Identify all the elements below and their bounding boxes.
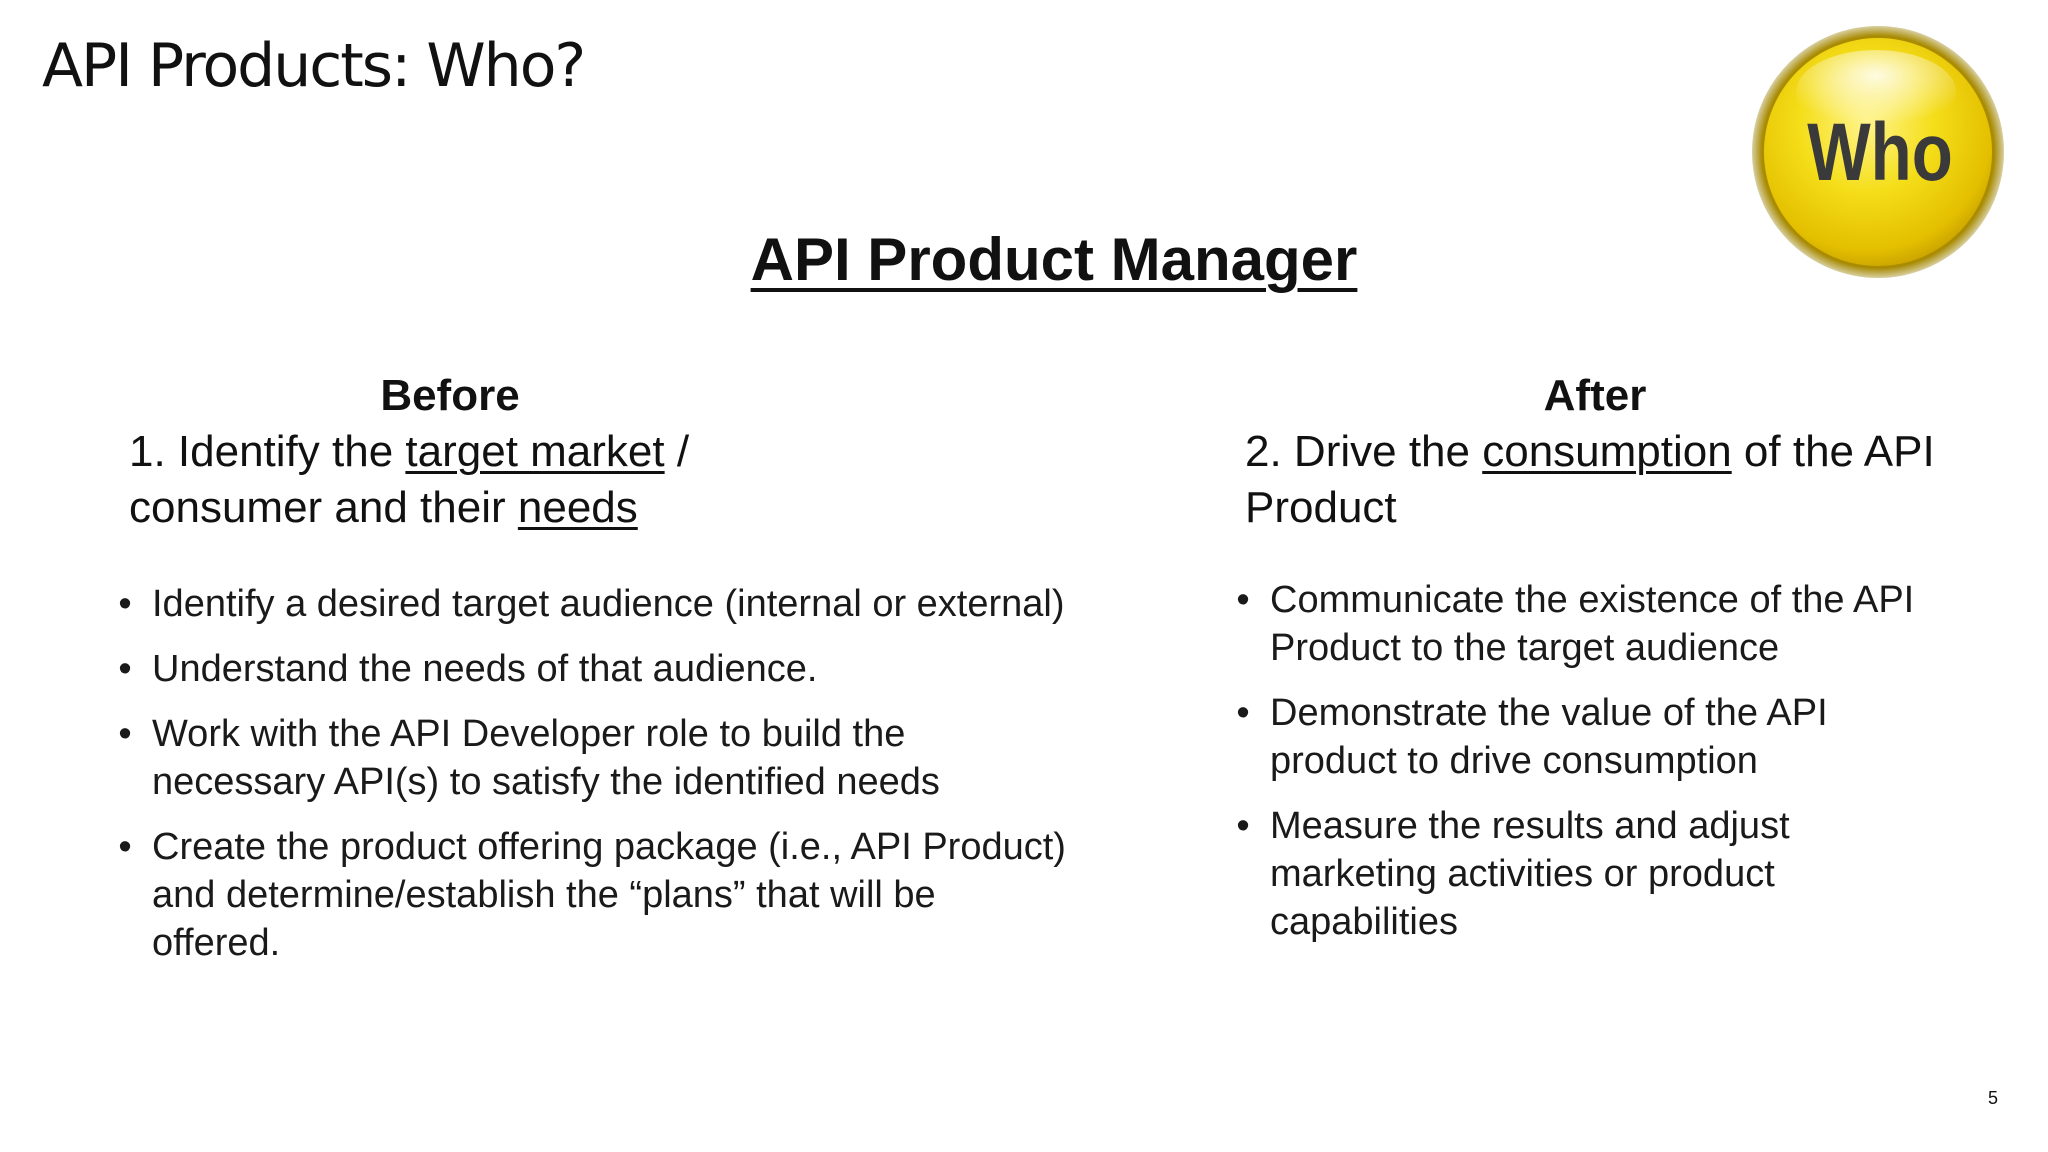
list-item: • Communicate the existence of the API Product to the target audience — [1228, 576, 1928, 672]
before-bullet-list — [110, 580, 1070, 984]
target-market-underlined: target market — [405, 427, 665, 476]
list-item: • Identify a desired target audience (internal or external) — [110, 580, 1070, 628]
list-item: • Understand the needs of that audience. — [110, 645, 1070, 693]
consumption-underlined: consumption — [1482, 427, 1732, 476]
list-item: • Work with the API Developer role to build the necessary API(s) to satisfy the identified needs — [110, 710, 1070, 806]
after-heading: After — [1543, 371, 1647, 420]
before-statement: 1. Identify the target market / consumer and their needs — [129, 427, 690, 532]
bullet-icon: • — [1236, 579, 1250, 621]
after-bullet-list — [1228, 576, 1928, 963]
list-item: • Create the product offering package (i.e., API Product) and determine/establish the “plans” that will be offered. — [110, 823, 1070, 967]
bullet-icon: • — [118, 583, 132, 625]
badge-label: Who — [1807, 105, 1953, 198]
slide-title: API Products: Who? — [42, 31, 585, 101]
bullet-icon: • — [118, 648, 132, 690]
bullet-icon: • — [1236, 692, 1250, 734]
bullet-icon: • — [118, 713, 132, 755]
needs-underlined: needs — [517, 483, 638, 532]
before-heading: Before — [380, 371, 520, 420]
page-number: 5 — [1987, 1088, 1998, 1108]
bullet-icon: • — [118, 826, 132, 868]
list-item: • Measure the results and adjust marketing activities or product capabilities — [1228, 802, 1928, 946]
bullet-icon: • — [1236, 805, 1250, 847]
role-heading: API Product Manager — [750, 226, 1358, 293]
after-statement: 2. Drive the consumption of the API Product — [1245, 427, 1935, 532]
list-item: • Demonstrate the value of the API product to drive consumption — [1228, 689, 1928, 785]
